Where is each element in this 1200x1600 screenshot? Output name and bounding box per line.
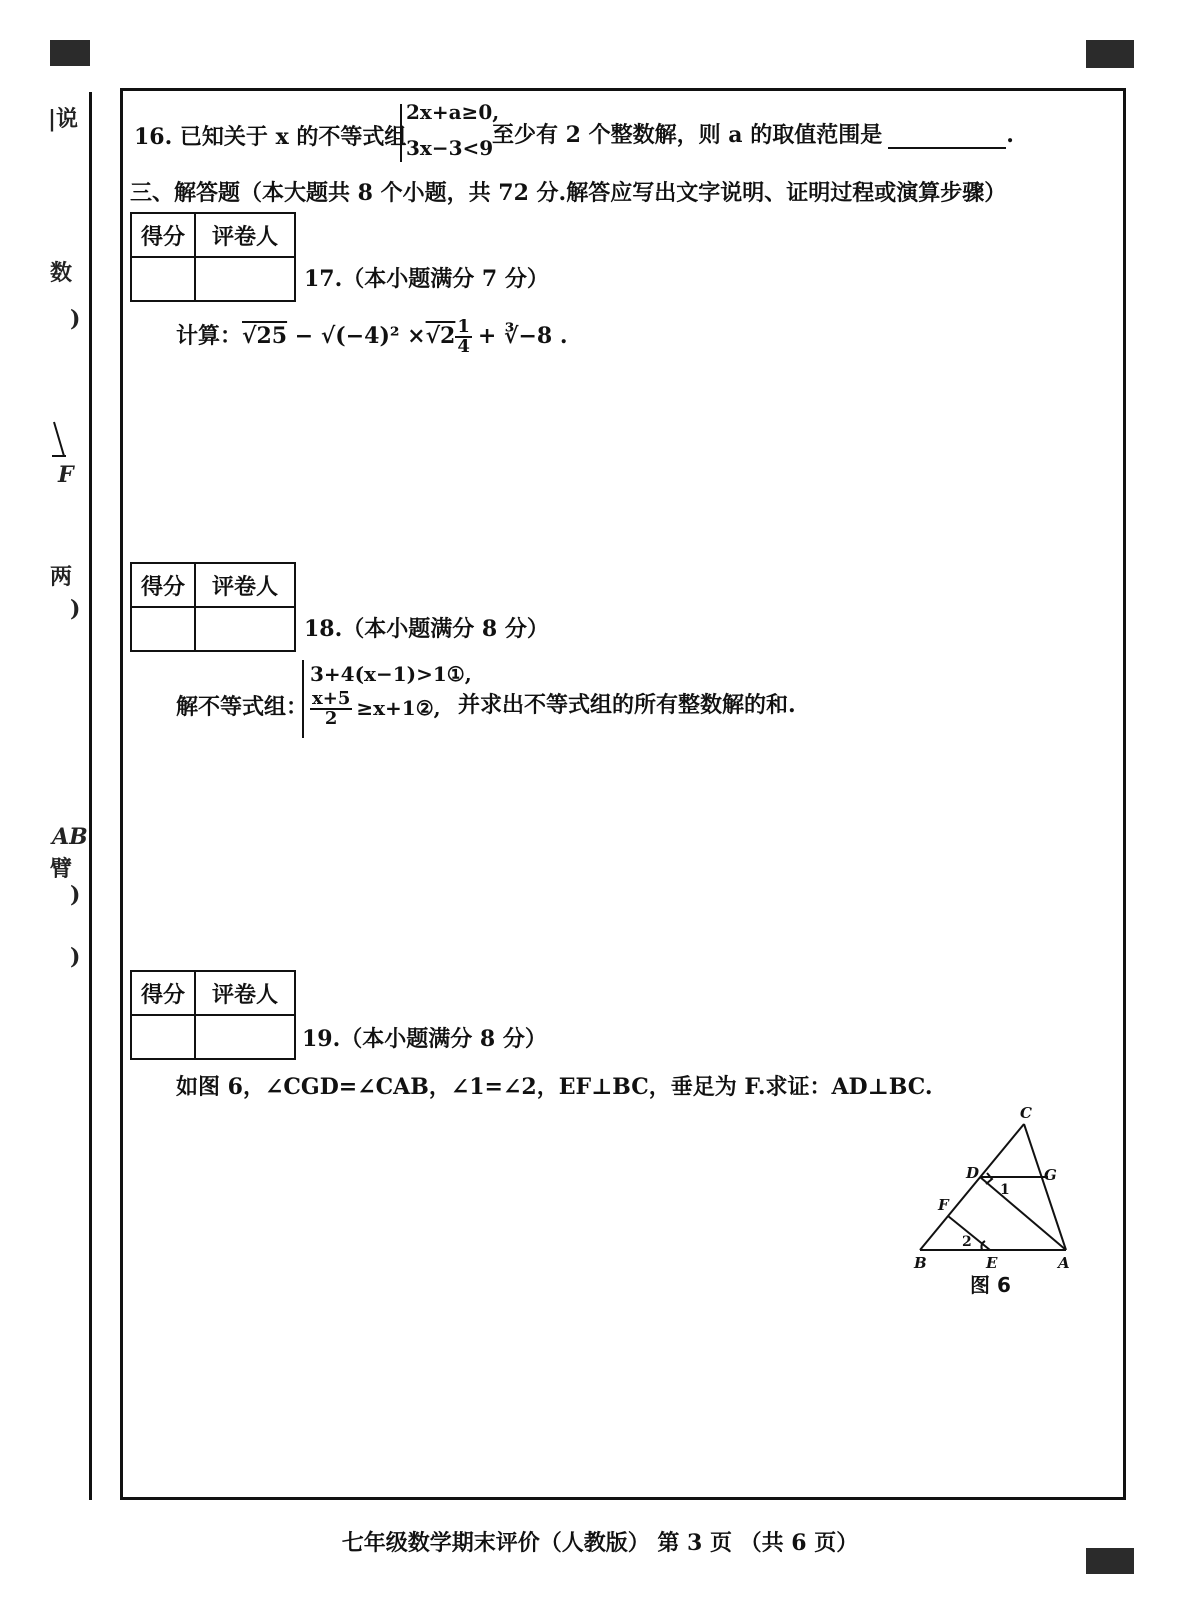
score-cell[interactable] xyxy=(131,1015,195,1059)
score-box-q19 xyxy=(130,970,296,1060)
grader-cell[interactable] xyxy=(195,607,295,651)
q18-system-brace xyxy=(302,660,304,738)
grader-label: 评卷人 xyxy=(195,971,295,1015)
q16-tail: . xyxy=(1006,122,1014,148)
score-box-q17 xyxy=(130,212,296,302)
q18-inequality-1: 3+4(x−1)>1①, xyxy=(310,662,472,686)
question-19-title: 19.（本小题满分 8 分） xyxy=(302,1026,547,1052)
side-fragment: ) xyxy=(70,596,81,622)
point-label: E xyxy=(986,1254,998,1272)
point-label: G xyxy=(1044,1166,1057,1184)
point-label: B xyxy=(914,1254,927,1272)
q16-system-brace xyxy=(400,104,402,162)
grader-label: 评卷人 xyxy=(195,563,295,607)
score-cell[interactable] xyxy=(131,257,195,301)
score-label: 得分 xyxy=(131,971,195,1015)
angle-label: 2 xyxy=(962,1234,972,1250)
q17-fraction xyxy=(455,318,472,356)
q17-expr-c: √2 xyxy=(425,323,456,349)
point-label: D xyxy=(966,1164,980,1182)
q17-expr-b: − √(−4)² × xyxy=(287,323,426,349)
registration-mark-top-left xyxy=(50,40,90,66)
point-label: C xyxy=(1020,1104,1032,1122)
side-fragment: 两 xyxy=(50,564,73,590)
q18-fraction xyxy=(310,690,352,728)
page-footer: 七年级数学期末评价（人教版） 第 3 页 （共 6 页） xyxy=(341,1530,859,1556)
q18-lead: 解不等式组： xyxy=(176,694,309,720)
q18-frac-denominator: 2 xyxy=(324,708,338,729)
side-fragment: ) xyxy=(70,882,81,908)
question-18-title: 18.（本小题满分 8 分） xyxy=(304,616,549,642)
question-16-suffix xyxy=(492,118,1014,149)
side-fragment: AB xyxy=(52,824,88,850)
angle-label: 1 xyxy=(1000,1182,1010,1198)
grader-cell[interactable] xyxy=(195,257,295,301)
q16-inequality-2: 3x−3<9 xyxy=(406,136,494,160)
grader-cell[interactable] xyxy=(195,1015,295,1059)
q17-frac-denominator: 4 xyxy=(457,336,470,357)
q17-lead: 计算： xyxy=(176,323,243,349)
question-16-prefix: 16. 已知关于 x 的不等式组 xyxy=(134,124,407,150)
side-fragment-line xyxy=(50,420,70,464)
point-label: A xyxy=(1058,1254,1070,1272)
q17-expr-a: √25 xyxy=(242,323,288,349)
figure-caption: 图 6 xyxy=(970,1273,1011,1297)
score-label: 得分 xyxy=(131,563,195,607)
previous-page-margin xyxy=(50,92,92,1500)
registration-mark-top-right xyxy=(1086,40,1134,68)
q18-suffix: 并求出不等式组的所有整数解的和. xyxy=(458,692,796,718)
score-label: 得分 xyxy=(131,213,195,257)
q16-answer-blank[interactable] xyxy=(888,129,1006,149)
q18-inequality-2-rest: ≥x+1②, xyxy=(356,695,441,720)
grader-label: 评卷人 xyxy=(195,213,295,257)
question-17-title: 17.（本小题满分 7 分） xyxy=(304,266,549,292)
q18-frac-numerator: x+5 xyxy=(312,688,351,709)
question-19-statement: 如图 6，∠CGD=∠CAB，∠1=∠2，EF⊥BC，垂足为 F.求证：AD⊥BC. xyxy=(176,1074,933,1100)
q17-expr-d: + ∛−8 . xyxy=(477,323,568,349)
q16-suffix-text: 至少有 2 个整数解，则 a 的取值范围是 xyxy=(492,122,883,148)
figure-6-diagram xyxy=(906,1100,1090,1300)
section-3-heading: 三、解答题（本大题共 8 个小题，共 72 分.解答应写出文字说明、证明过程或演算步骤） xyxy=(130,180,1007,206)
side-fragment: 数 xyxy=(50,260,73,286)
angle-1-mark xyxy=(986,1173,992,1184)
side-fragment: ) xyxy=(70,306,81,332)
score-cell[interactable] xyxy=(131,607,195,651)
q18-inequality-2 xyxy=(310,690,441,728)
side-fragment: |说 xyxy=(48,106,79,132)
question-17-expression xyxy=(176,318,568,356)
score-box-q18 xyxy=(130,562,296,652)
point-label: F xyxy=(938,1196,949,1214)
side-fragment: ) xyxy=(70,944,81,970)
q17-frac-numerator: 1 xyxy=(457,316,470,337)
q16-inequality-1: 2x+a≥0, xyxy=(406,100,500,124)
side-fragment: F xyxy=(58,462,74,488)
side-fragment: 臂 xyxy=(50,856,73,882)
